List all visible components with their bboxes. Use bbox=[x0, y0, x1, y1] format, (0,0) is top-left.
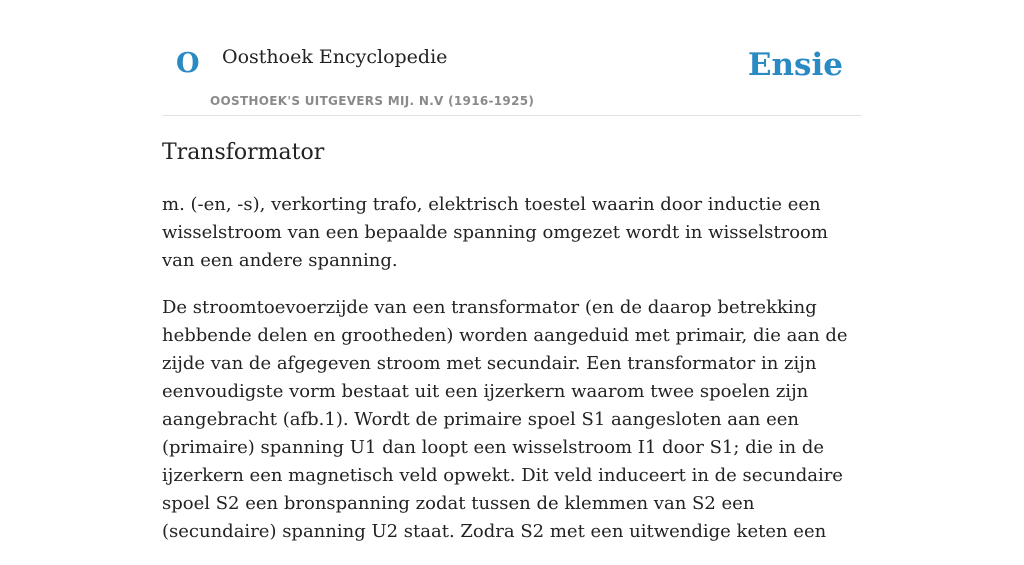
brand-logo[interactable]: Ensie bbox=[747, 47, 843, 83]
site-logo[interactable]: O bbox=[176, 48, 200, 79]
article-title: Transformator bbox=[162, 140, 325, 165]
article bbox=[162, 138, 862, 565]
article-paragraph-2: De stroomtoevoerzijde van een transformator (en de daarop betrekking hebbende delen en grootheden) worden aangeduid met primair, die aan de zijde van de afgegeven stroom met secundair. Een transformator in zijn eenvoudigste vorm bestaat uit een ijzerkern waarom twee spoelen zijn aangebracht (afb.1). Wordt de primaire spoel S1 aangesloten aan een (primaire) spanning U1 dan loopt een wisselstroom I1 door S1; die in de ijzerkern een magnetisch veld opwekt. Dit veld induceert in de secundaire spoel S2 een bronspanning zodat tussen de klemmen van S2 een (secundaire) spanning U2 staat. Zodra S2 met een uitwendige keten een bbox=[162, 296, 848, 542]
article-paragraph-1: m. (-en, -s), verkorting trafo, elektrisch toestel waarin door inductie een wisselstroom van een bepaalde spanning omgezet wordt in wisselstroom van een andere spanning. bbox=[162, 193, 828, 271]
site-title[interactable]: Oosthoek Encyclopedie bbox=[222, 46, 448, 68]
site-header bbox=[162, 0, 862, 116]
publisher-subtitle: OOSTHOEK'S UITGEVERS MIJ. N.V (1916-1925) bbox=[210, 94, 535, 108]
